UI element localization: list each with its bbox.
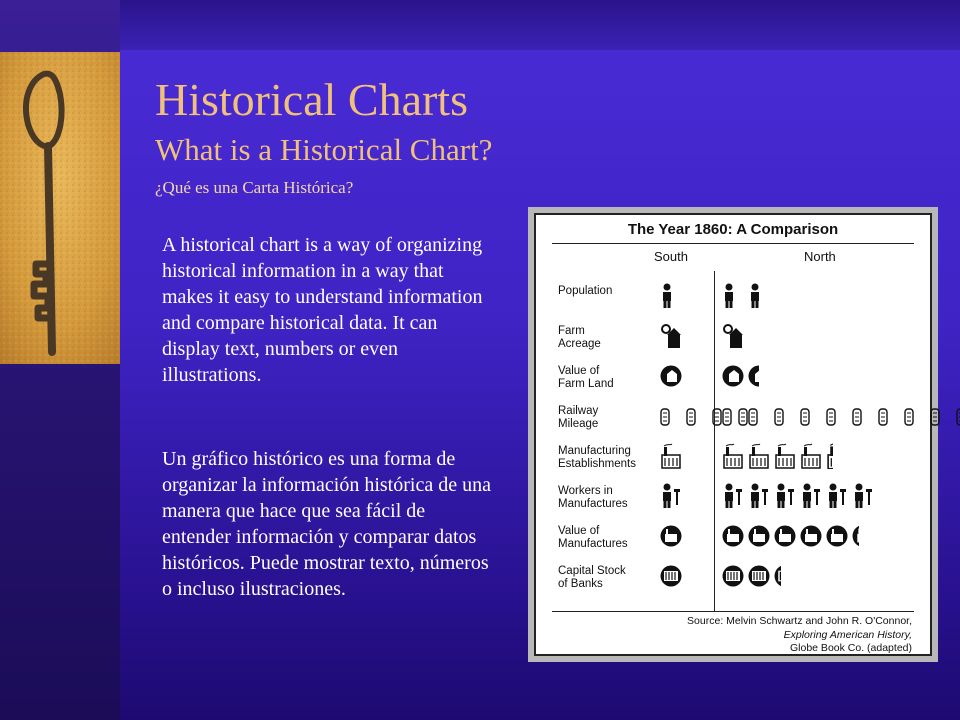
- north-pictograph: [722, 323, 744, 349]
- coin-factory-icon: [660, 523, 682, 549]
- south-pictograph: [660, 443, 682, 469]
- north-pictograph: [722, 443, 833, 469]
- north-pictograph: [722, 363, 759, 389]
- coin-factory-icon: [852, 523, 859, 549]
- coin-factory-icon: [800, 523, 822, 549]
- farm-icon: [660, 323, 682, 349]
- chart-panel: [534, 213, 932, 656]
- rail-icon: [956, 403, 960, 429]
- comparison-chart: [528, 207, 938, 662]
- north-pictograph: [722, 563, 781, 589]
- rail-icon: [878, 403, 900, 429]
- factory-icon: [774, 443, 796, 469]
- rail-icon: [774, 403, 796, 429]
- rail-icon: [660, 403, 682, 429]
- south-pictograph: [660, 563, 682, 589]
- chart-top-rule: [552, 243, 914, 244]
- rail-icon: [748, 403, 770, 429]
- row-label: Workers in Manufactures: [558, 485, 628, 510]
- worker-icon: [852, 483, 874, 509]
- source-line-3: Globe Book Co. (adapted): [790, 642, 912, 655]
- worker-icon: [660, 483, 682, 509]
- coin-factory-icon: [748, 523, 770, 549]
- rail-icon: [904, 403, 926, 429]
- row-label: Railway Mileage: [558, 405, 599, 430]
- chart-source: [687, 615, 912, 656]
- column-divider: [714, 271, 715, 611]
- row-label: Value of Farm Land: [558, 365, 614, 390]
- row-label: Value of Manufactures: [558, 525, 628, 550]
- paragraph-spanish: Un gráfico histórico es una forma de organizar la información histórica de una manera que hace que sea fácil de entender información y comparar datos históricos. Puede mostrar texto, números o incluso ilustraciones.: [162, 448, 491, 600]
- factory-icon: [722, 443, 744, 469]
- worker-icon: [748, 483, 770, 509]
- rail-icon: [826, 403, 848, 429]
- worker-icon: [826, 483, 848, 509]
- paragraph-english: A historical chart is a way of organizing historical information in a way that makes it easy to understand information and compare historical data. It can display text, numbers or even illustrations.: [162, 234, 483, 386]
- coin-farm-icon: [722, 363, 744, 389]
- person-icon: [722, 283, 744, 309]
- south-pictograph: [660, 323, 682, 349]
- slide-subtitle-spanish: ¿Qué es una Carta Histórica?: [155, 178, 354, 197]
- column-header-south: South: [654, 249, 688, 264]
- north-pictograph: [722, 483, 874, 509]
- rail-icon: [852, 403, 874, 429]
- person-icon: [748, 283, 770, 309]
- rail-icon: [722, 403, 744, 429]
- source-line-2: Exploring American History,: [783, 628, 912, 641]
- person-icon: [660, 283, 682, 309]
- south-pictograph: [660, 283, 682, 309]
- south-pictograph: [660, 363, 682, 389]
- factory-icon: [800, 443, 822, 469]
- bank-icon: [660, 563, 682, 589]
- worker-icon: [800, 483, 822, 509]
- bank-icon: [722, 563, 744, 589]
- north-pictograph: [722, 283, 770, 309]
- factory-icon: [660, 443, 682, 469]
- slide-subtitle: What is a Historical Chart?: [155, 132, 493, 167]
- chart-title: The Year 1860: A Comparison: [627, 221, 839, 238]
- factory-icon: [748, 443, 770, 469]
- row-label: Capital Stock of Banks: [558, 565, 626, 590]
- coin-factory-icon: [826, 523, 848, 549]
- source-line-1: Source: Melvin Schwartz and John R. O'Connor,: [687, 615, 912, 627]
- bank-icon: [774, 563, 781, 589]
- worker-icon: [722, 483, 744, 509]
- south-pictograph: [660, 483, 682, 509]
- south-pictograph: [660, 523, 682, 549]
- north-pictograph: [722, 523, 859, 549]
- factory-icon: [826, 443, 833, 469]
- slide-title: Historical Charts: [155, 74, 468, 125]
- north-pictograph: [722, 403, 960, 429]
- row-label: Manufacturing Establishments: [558, 445, 636, 470]
- rail-icon: [686, 403, 708, 429]
- row-label: Farm Acreage: [558, 325, 601, 350]
- column-header-north: North: [804, 249, 836, 264]
- coin-factory-icon: [774, 523, 796, 549]
- rail-icon: [930, 403, 952, 429]
- coin-farm-icon: [660, 363, 682, 389]
- bank-icon: [748, 563, 770, 589]
- coin-factory-icon: [722, 523, 744, 549]
- chart-bottom-rule: [552, 611, 914, 612]
- farm-icon: [722, 323, 744, 349]
- rail-icon: [800, 403, 822, 429]
- worker-icon: [774, 483, 796, 509]
- row-label: Population: [558, 285, 613, 297]
- coin-farm-icon: [748, 363, 759, 389]
